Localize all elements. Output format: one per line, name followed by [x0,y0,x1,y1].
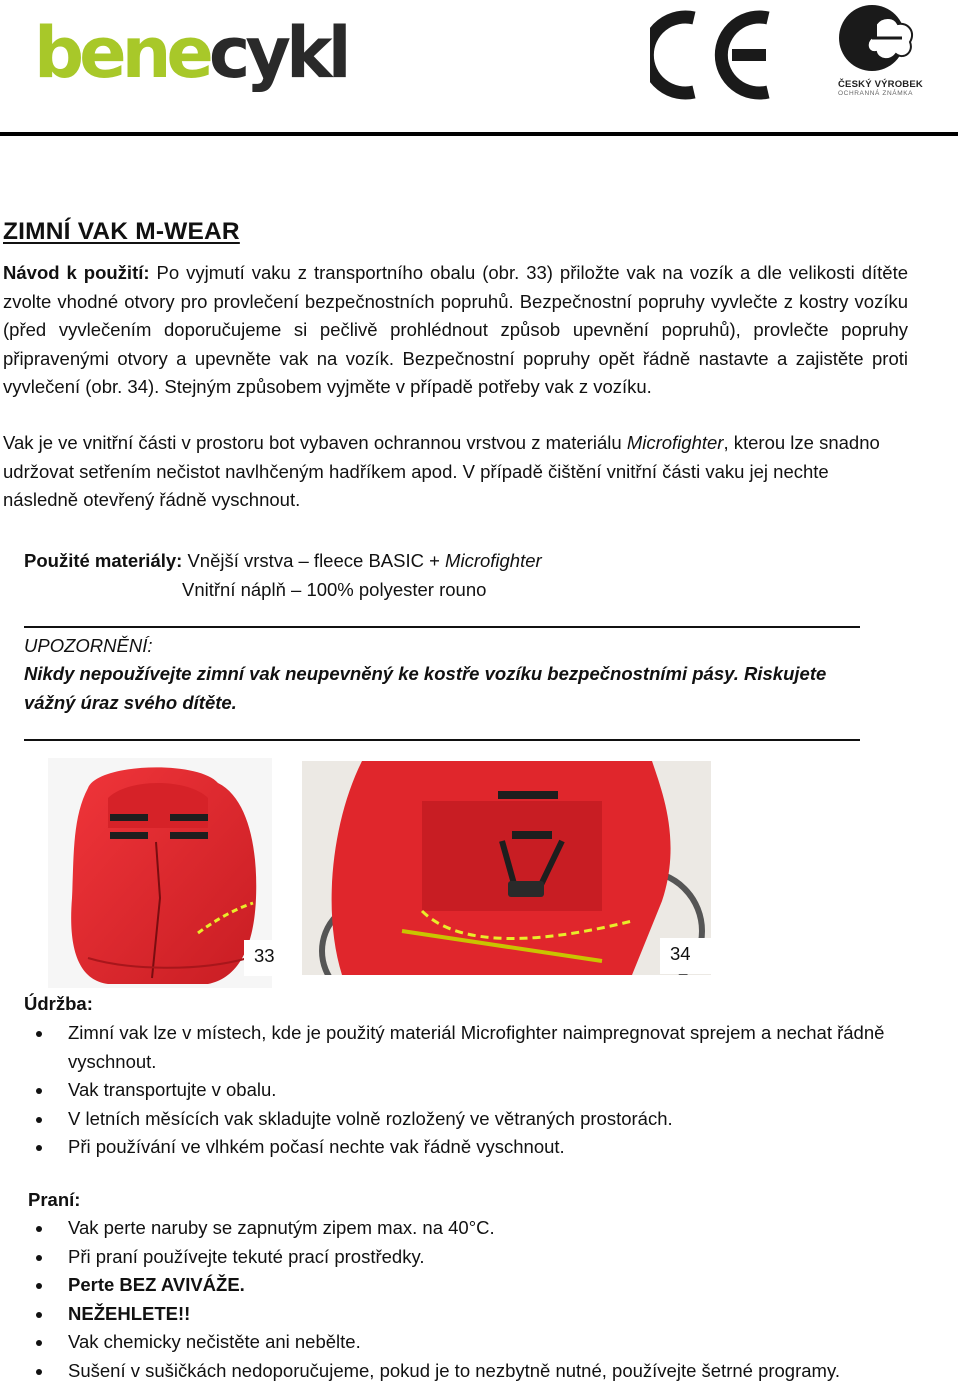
instructions-label: Návod k použití: [3,262,150,283]
warning-text: Nikdy nepoužívejte zimní vak neupevněný ke kostře vozíku bezpečnostními pásy. Riskujete vážný úraz svého dítěte. [24,663,827,713]
czech-product-mark-icon [836,2,920,72]
figure-label-33: 33 [244,940,292,976]
czech-mark-line1: ČESKÝ VÝROBEK [838,79,923,90]
warning-bottom-rule [24,739,860,741]
maintenance-heading: Údržba: [24,993,93,1014]
instructions-paragraph [3,259,908,402]
logo-part-bene: bene [34,12,209,94]
header-divider [0,132,958,136]
czech-product-mark-text [838,80,923,98]
benecykl-logo [34,8,347,98]
materials-block [24,547,542,604]
inner-part-paragraph [3,429,908,515]
czech-mark-line2: OCHRANNÁ ZNÁMKA [838,90,914,97]
page-header [0,0,960,136]
list-item: Vak chemicky nečistěte ani nebělte. [68,1328,918,1357]
inner-part-text-after: , kterou lze snadno udržovat setřením nečistot navlhčeným hadříkem apod. V případě čištění vnitřní části vaku jej nechte následně otevřený řádně vyschnout. [3,432,880,510]
washing-list [68,1214,918,1385]
maintenance-list [68,1019,918,1162]
list-item: V letních měsících vak skladujte volně rozložený ve větraných prostorách. [68,1105,918,1134]
photo-winter-bag [48,758,272,988]
materials-line-outer [24,547,542,576]
list-item: Sušení v sušičkách nedoporučujeme, pokud je to nezbytně nutné, používejte šetrné programy. [68,1357,918,1386]
warning-heading: UPOZORNĚNÍ: [24,635,153,656]
list-item: Při používání ve vlhkém počasí nechte vak řádně vyschnout. [68,1133,918,1162]
materials-line-inner: Vnitřní náplň – 100% polyester rouno [182,578,487,600]
ce-mark-icon [650,10,775,100]
list-item: Vak transportujte v obalu. [68,1076,918,1105]
figure-label-34: 34 [660,938,716,974]
list-item: Zimní vak lze v místech, kde je použitý materiál Microfighter naimpregnovat sprejem a nechat řádně vyschnout. [68,1019,918,1076]
materials-outer-text: Vnější vrstva – fleece BASIC + [182,550,446,571]
materials-label: Použité materiály: [24,550,183,571]
list-item: Perte BEZ AVIVÁŽE. [68,1271,918,1300]
instructions-text: Po vyjmutí vaku z transportního obalu (obr. 33) přiložte vak na vozík a dle velikosti dítěte zvolte vhodné otvory pro provlečení bezpečnostních popruhů. Bezpečnostní popruhy vyvlečte z kostry vozíku (před vyvlečením doporučujeme si pečlivě prohlédnout způsob upevnění popruhů), provlečte popruhy připravenými otvory a upevněte vak na vozík. Bezpečnostní popruhy opět řádně nastavte a zajistěte proti vyvlečení (obr. 34). Stejným způsobem vyjměte v případě potřeby vak z vozíku. [3,262,908,397]
winter-bag-illustration [48,758,272,988]
list-item: NEŽEHLETE!! [68,1300,918,1329]
page-title: ZIMNÍ VAK M-WEAR [3,218,240,245]
list-item: Vak perte naruby se zapnutým zipem max. na 40°C. [68,1214,918,1243]
list-item: Při praní používejte tekuté prací prostředky. [68,1243,918,1272]
inner-part-material: Microfighter [626,432,724,453]
inner-part-text-before: Vak je ve vnitřní části v prostoru bot vybaven ochrannou vrstvou z materiálu [3,432,627,453]
photo-bag-on-wheelchair [302,761,711,975]
washing-heading: Praní: [28,1189,81,1210]
materials-outer-material: Microfighter [445,550,542,571]
logo-part-cykl: cykl [208,12,347,94]
warning-top-rule [24,626,860,628]
bag-on-wheelchair-illustration [302,761,711,975]
